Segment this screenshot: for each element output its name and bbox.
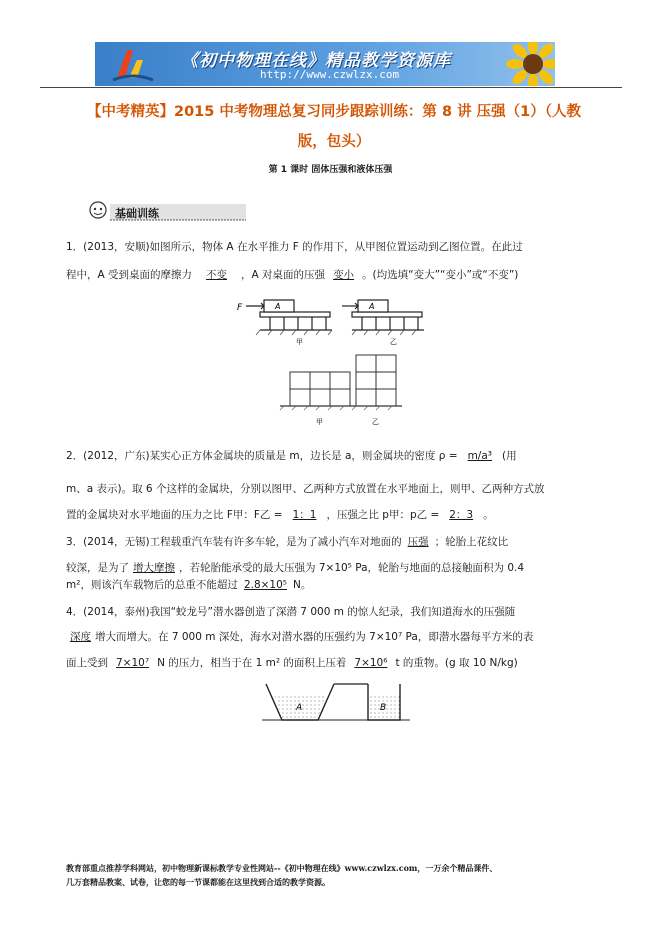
section-header xyxy=(88,200,248,222)
section-title: 基础训练 xyxy=(115,207,159,220)
q2-text1: 2．(2012，广东)某实心正方体金属块的质量是 m，边长是 a，则金属块的密度 ρ = xyxy=(66,450,458,462)
q2-line1 xyxy=(66,449,596,463)
banner-url[interactable]: http://www.czwlzx.com xyxy=(260,68,400,81)
q4-line2 xyxy=(66,630,596,644)
header-banner xyxy=(95,42,555,86)
banner-title: 《初中物理在线》精品教学资源库 xyxy=(181,51,451,71)
footer-line1: 教育部重点推荐学科网站，初中物理新课标教学专业性网站--《初中物理在线》www.czwlzx.com，一万余个精品课件、 xyxy=(66,863,498,873)
q3-text3: 较深，是为了 xyxy=(66,562,129,574)
q2-text3: 置的金属块对水平地面的压力之比 F甲：F乙 = xyxy=(66,509,283,521)
q1-answer2: 变小 xyxy=(333,269,355,281)
q3-text5: m²，则该汽车载物后的总重不能超过 xyxy=(66,579,238,591)
figure-containers xyxy=(262,680,412,730)
fig2-caption-yi: 乙 xyxy=(372,418,379,426)
header-rule xyxy=(40,87,622,88)
fig1-caption-yi: 乙 xyxy=(390,338,397,346)
block-label-1: A xyxy=(275,302,281,311)
q2-answer2: 1：1 xyxy=(292,509,317,521)
container-label-b: B xyxy=(380,703,387,713)
q4-line1: 4．(2014，泰州)我国“蛟龙号”潜水器创造了深潜 7 000 m 的惊人纪录，我们知道海水的压强随 xyxy=(66,606,516,618)
q3-answer3: 2.8×10⁵ xyxy=(243,579,288,591)
container-label-a: A xyxy=(296,703,303,713)
figure-table-block xyxy=(232,296,442,346)
q2-line3 xyxy=(66,508,596,522)
q3-answer2: 增大摩擦 xyxy=(133,562,175,574)
page-title-line1: 【中考精英】2015 中考物理总复习同步跟踪训练：第 8 讲 压强（1）（人教 xyxy=(87,104,581,120)
fig1-caption-jia: 甲 xyxy=(296,338,303,346)
q2-text4: ，压强之比 p甲：p乙 = xyxy=(326,509,440,521)
q3-text1: 3．(2014，无锡)工程载重汽车装有许多车轮，是为了减小汽车对地面的 xyxy=(66,536,402,548)
q1-answer1: 不变 xyxy=(206,269,228,281)
q3-text2: ；轮胎上花纹比 xyxy=(434,536,509,548)
q2-answer1: m/a³ xyxy=(467,450,492,462)
sunflower-image xyxy=(505,42,555,86)
q2-text5: 。 xyxy=(483,509,494,521)
force-label: F xyxy=(237,303,243,313)
q4-text4: t 的重物。(g 取 10 N/kg) xyxy=(395,657,518,669)
q3-line3 xyxy=(66,578,596,592)
q3-line1 xyxy=(66,535,596,549)
q2-text2: (用 xyxy=(502,450,517,462)
q2-line2: m、a 表示)。取 6 个这样的金属块，分别以图甲、乙两种方式放置在水平地面上，则甲、乙两种方式放 xyxy=(66,483,545,495)
q4-answer3: 7×10⁶ xyxy=(354,657,388,669)
q4-text2: 面上受到 xyxy=(66,657,108,669)
q1-text2: ，A 对桌面的压强 xyxy=(241,269,326,281)
q3-text4: ，若轮胎能承受的最大压强为 7×10⁵ Pa，轮胎与地面的总接触面积为 0.4 xyxy=(179,562,525,574)
q1-text1: 程中，A 受到桌面的摩擦力 xyxy=(66,269,193,281)
site-logo xyxy=(109,44,157,84)
footer-line2: 几万套精品教案、试卷，让您的每一节课都能在这里找到合适的教学资源。 xyxy=(66,877,330,887)
q4-text1: 增大而增大。在 7 000 m 深处，海水对潜水器的压强约为 7×10⁷ Pa，即潜水器每平方米的表 xyxy=(95,631,534,643)
page-subtitle: 第 1 课时 固体压强和液体压强 xyxy=(268,165,393,175)
q3-line2 xyxy=(66,561,596,575)
q1-line2 xyxy=(66,268,596,282)
q1-text3: 。(均选填“变大”“变小”或“不变”) xyxy=(362,269,519,281)
q4-text3: N 的压力，相当于在 1 m² 的面积上压着 xyxy=(157,657,347,669)
q3-text6: N。 xyxy=(293,579,312,591)
q4-line3 xyxy=(66,656,596,670)
q3-answer1: 压强 xyxy=(407,536,429,548)
fig2-caption-jia: 甲 xyxy=(316,418,323,426)
q2-answer3: 2：3 xyxy=(449,509,474,521)
figure-stacked-cubes xyxy=(276,350,406,430)
q4-answer1: 深度 xyxy=(70,631,91,643)
q1-line1: 1．(2013，安顺)如图所示，物体 A 在水平推力 F 的作用下，从甲图位置运动到乙图位置。在此过 xyxy=(66,241,523,253)
page-title-line2: 版，包头） xyxy=(297,134,371,150)
block-label-2: A xyxy=(369,302,375,311)
q4-answer2: 7×10⁷ xyxy=(116,657,150,669)
